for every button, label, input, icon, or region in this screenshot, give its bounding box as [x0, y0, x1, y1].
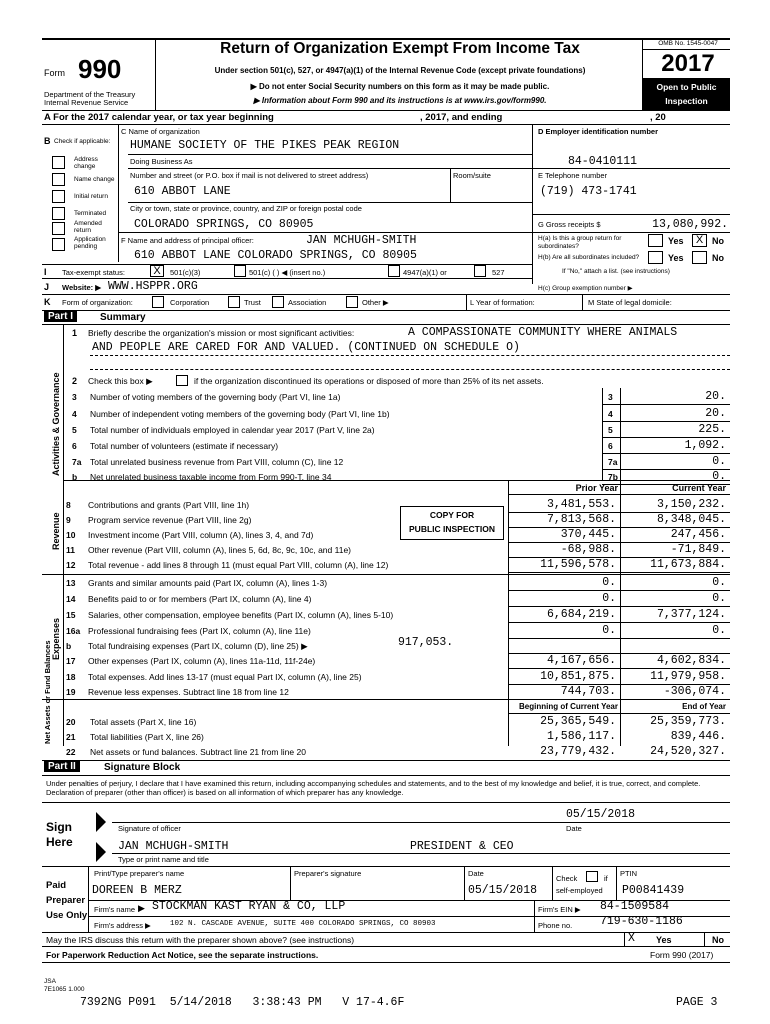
- fin-line-text: Contributions and grants (Part VIII, line 1h): [88, 500, 250, 510]
- line-1-text: Briefly describe the organization's mission or most significant activities:: [88, 328, 355, 338]
- gov-line-text: Number of independent voting members of the governing body (Part VI, line 1b): [90, 409, 390, 419]
- net-line-text: Total liabilities (Part X, line 26): [90, 732, 204, 742]
- fin-prior-value: -68,988.: [560, 543, 616, 556]
- fin-line-num: 19: [66, 687, 76, 697]
- form-subtitle: Under section 501(c), 527, or 4947(a)(1) of the Internal Revenue Code (except private foundations): [214, 66, 586, 75]
- hb-label: H(b) Are all subordinates included?: [538, 254, 640, 261]
- fin-line-text: Grants and similar amounts paid (Part IX, column (A), lines 1-3): [88, 578, 328, 588]
- sig-officer-label: Signature of officer: [118, 824, 181, 833]
- fin-row-line: [508, 622, 730, 623]
- website-value: WWW.HSPPR.ORG: [108, 280, 198, 293]
- gov-line-num: 6: [72, 441, 77, 451]
- gov-line-num: 7a: [72, 457, 82, 467]
- part2-tag: Part II: [44, 761, 80, 772]
- net-current-value: 839,446.: [670, 730, 726, 743]
- ha-label: H(a) Is this a group return for subordinates?: [538, 235, 622, 250]
- sign-arrow-icon: [96, 812, 106, 832]
- state-domicile-label: M State of legal domicile:: [588, 298, 672, 307]
- net-current-value: 24,520,327.: [650, 745, 726, 758]
- inspection: Inspection: [665, 96, 708, 106]
- paid-label: Paid: [46, 880, 67, 891]
- gov-row-line: [602, 421, 730, 422]
- fin-current-value: 0.: [712, 592, 726, 605]
- if-label: if: [604, 874, 608, 883]
- fin-current-value: 3,150,232.: [656, 498, 726, 511]
- fin-line-num: 8: [66, 500, 71, 510]
- e-label: E Telephone number: [538, 171, 608, 180]
- eoy-header: End of Year: [682, 702, 726, 711]
- assoc-label: Association: [288, 298, 327, 307]
- tax-status-label: Tax-exempt status:: [62, 268, 125, 277]
- net-prior-value: 25,365,549.: [540, 715, 616, 728]
- firm-name-label: Firm's name: [94, 905, 136, 914]
- tax-year: 2017: [661, 50, 715, 77]
- gov-box-divider: [602, 388, 603, 480]
- checkbox-initial-return[interactable]: [52, 190, 65, 203]
- gov-row-line: [602, 404, 730, 405]
- page-number: PAGE 3: [676, 996, 718, 1009]
- fin-current-value: 0.: [712, 576, 726, 589]
- fundraising-total: 917,053.: [398, 636, 454, 649]
- firm-phone: 719-630-1186: [600, 915, 683, 928]
- gov-row-line: [602, 437, 730, 438]
- fin-line-num: 11: [66, 545, 75, 555]
- copy-line2: PUBLIC INSPECTION: [409, 524, 495, 534]
- c-label: 501(c) ( ) ◀ (insert no.): [249, 268, 326, 277]
- copy-line1: COPY FOR: [429, 510, 475, 520]
- trust-checkbox[interactable]: [228, 296, 240, 308]
- c-label: C Name of organization: [121, 127, 200, 136]
- hb-no: No: [712, 253, 724, 263]
- line-a-mid: , 2017, and ending: [420, 112, 503, 123]
- fin-line-num: 18: [66, 672, 76, 682]
- checkbox-terminated[interactable]: [52, 207, 65, 220]
- gov-value: 20.: [705, 407, 726, 420]
- other-label: Other ▶: [362, 298, 389, 307]
- omb-number: OMB No. 1545-0047: [658, 40, 718, 47]
- org-street: 610 ABBOT LANE: [134, 185, 231, 198]
- c-checkbox[interactable]: [234, 265, 246, 277]
- g-label: G Gross receipts $: [538, 220, 601, 229]
- 527-label: 527: [492, 268, 505, 277]
- check-initial-return: Initial return: [74, 193, 108, 200]
- hc-label: H(c) Group exemption number ▶: [538, 285, 633, 292]
- gov-box-label: 4: [608, 409, 613, 419]
- form-label: Form: [44, 68, 65, 78]
- side-expenses: Expenses: [51, 617, 61, 660]
- net-line-num: 20: [66, 717, 76, 727]
- officer-name: JAN MCHUGH-SMITH: [306, 234, 417, 247]
- check-amended-return: Amended return: [74, 220, 102, 234]
- fin-line-text: Revenue less expenses. Subtract line 18 from line 12: [88, 687, 289, 697]
- fin-line-text: Benefits paid to or for members (Part IX, column (A), line 4): [88, 594, 312, 604]
- part1-tag: Part I: [44, 311, 77, 322]
- fin-line-num: 14: [66, 594, 76, 604]
- net-line-num: 21: [66, 732, 76, 742]
- sign-label: Sign: [46, 820, 72, 834]
- side-governance: Activities & Governance: [51, 372, 61, 476]
- fin-current-value: 4,602,834.: [656, 654, 726, 667]
- gov-row-line: [602, 484, 730, 485]
- org-name: HUMANE SOCIETY OF THE PIKES PEAK REGION: [130, 139, 400, 152]
- fin-prior-value: 10,851,875.: [540, 670, 616, 683]
- fin-line-text: Investment income (Part VIII, column (A), lines 3, 4, and 7d): [88, 530, 314, 540]
- org-city: COLORADO SPRINGS, CO 80905: [134, 218, 314, 231]
- fin-line-text: Total revenue - add lines 8 through 11 (must equal Part VIII, column (A), line 12): [88, 560, 389, 570]
- gov-row-line: [602, 453, 730, 454]
- checkbox-name-change[interactable]: [52, 173, 65, 186]
- d-label: D Employer identification number: [538, 127, 659, 136]
- info-notice: ▶ Information about Form 990 and its instructions is at www.irs.gov/form990.: [253, 96, 547, 105]
- fin-row-line: [508, 606, 730, 607]
- fin-prior-value: 3,481,553.: [546, 498, 616, 511]
- street-label: Number and street (or P.O. box if mail is not delivered to street address): [130, 171, 369, 180]
- gov-line-text: Net unrelated business taxable income from Form 990-T, line 34: [90, 472, 332, 482]
- checkbox-amended-return[interactable]: [52, 222, 65, 235]
- ptin-value: P00841439: [622, 884, 685, 897]
- fin-line-text: Total fundraising expenses (Part IX, column (D), line 25) ▶: [88, 641, 308, 651]
- fin-current-value: 8,348,045.: [656, 513, 726, 526]
- sign-date: 05/15/2018: [566, 808, 636, 821]
- line-a-end: , 20: [650, 112, 666, 123]
- prep-name-label: Print/Type preparer's name: [94, 869, 185, 878]
- hb-no-box[interactable]: [692, 251, 707, 264]
- copy-public-stamp: [400, 506, 504, 540]
- line-2-num: 2: [72, 376, 78, 386]
- fin-prior-value: 744,703.: [560, 685, 616, 698]
- side-revenue: Revenue: [51, 512, 61, 550]
- gov-line-text: Total number of volunteers (estimate if necessary): [90, 441, 279, 451]
- officer-title: PRESIDENT & CEO: [410, 840, 514, 853]
- trust-label: Trust: [244, 298, 261, 307]
- fin-prior-value: 370,445.: [560, 528, 616, 541]
- check-address-change: Address change: [74, 156, 98, 170]
- form-title: Return of Organization Exempt From Income Tax: [220, 40, 580, 57]
- form-number: 990: [78, 54, 122, 84]
- fin-prior-value: 0.: [602, 592, 616, 605]
- c3-checkbox[interactable]: X: [150, 265, 164, 277]
- gov-line-num: 3: [72, 392, 77, 402]
- firm-ein-label: Firm's EIN ▶: [538, 905, 581, 914]
- gov-value: 0.: [712, 470, 726, 483]
- gov-box-label: 6: [608, 441, 613, 451]
- fin-line-text: Professional fundraising fees (Part IX, column (A), line 11e): [88, 626, 311, 636]
- corp-checkbox[interactable]: [152, 296, 164, 308]
- ptin-label: PTIN: [620, 869, 638, 878]
- line-j-label: J: [44, 282, 50, 292]
- officer-sign-name: JAN MCHUGH-SMITH: [118, 840, 229, 853]
- net-prior-value: 1,586,117.: [546, 730, 616, 743]
- dba-label: Doing Business As: [130, 157, 193, 166]
- discuss-no: No: [712, 935, 724, 945]
- use-only-label: Use Only: [46, 910, 88, 921]
- mission-line1: A COMPASSIONATE COMMUNITY WHERE ANIMALS: [408, 326, 678, 339]
- ein-value: 84-0410111: [568, 155, 638, 168]
- dept-line1: Department of the Treasury: [44, 90, 136, 99]
- prior-year-header: Prior Year: [575, 483, 618, 493]
- fin-line-text: Other revenue (Part VIII, column (A), lines 5, 6d, 8c, 9c, 10c, and 11e): [88, 545, 351, 555]
- paperwork-notice: For Paperwork Reduction Act Notice, see the separate instructions.: [46, 950, 319, 960]
- fin-line-text: Program service revenue (Part VIII, line 2g): [88, 515, 252, 525]
- fin-line-num: 16a: [66, 626, 81, 636]
- b-check-label: Check if applicable:: [54, 138, 111, 145]
- side-net-assets: Net Assets or Fund Balances: [43, 640, 52, 744]
- fin-prior-value: 11,596,578.: [540, 558, 616, 571]
- phone-no-label: Phone no.: [538, 921, 573, 930]
- fin-prior-value: 6,684,219.: [546, 608, 616, 621]
- 527-checkbox[interactable]: [474, 265, 486, 277]
- gov-line-text: Total number of individuals employed in calendar year 2017 (Part V, line 2a): [90, 425, 375, 435]
- name-arrow-icon: [96, 842, 106, 862]
- preparer-label: Preparer: [46, 895, 86, 906]
- firm-arrow-icon: ▶: [138, 903, 145, 913]
- fin-row-line: [508, 699, 730, 700]
- line-i-label: I: [44, 267, 47, 277]
- fin-current-value: 7,377,124.: [656, 608, 726, 621]
- city-label: City or town, state or province, country, and ZIP or foreign postal code: [130, 204, 362, 213]
- check-terminated: Terminated: [74, 210, 107, 217]
- perjury-text: Under penalties of perjury, I declare that I have examined this return, including accompanying schedules and statements, and to the best of my knowledge and belief, it is true, correct, and complete. Declaration of preparer (other than officer) is based on all information of which preparer has any knowledge.: [46, 779, 701, 797]
- c3-label: 501(c)(3): [170, 268, 201, 277]
- fin-line-num: 17: [66, 656, 76, 666]
- gov-line-text: Number of voting members of the governing body (Part VI, line 1a): [90, 392, 341, 402]
- fin-line-num: 10: [66, 530, 76, 540]
- room-label: Room/suite: [453, 171, 491, 180]
- fin-current-value: -306,074.: [663, 685, 726, 698]
- check-label: Check: [556, 874, 578, 883]
- gov-line-num: 5: [72, 425, 77, 435]
- hb-yes: Yes: [668, 253, 684, 263]
- other-checkbox[interactable]: [346, 296, 358, 308]
- current-year-header: Current Year: [672, 483, 726, 493]
- self-employed-checkbox[interactable]: [586, 871, 598, 882]
- prep-sig-label: Preparer's signature: [294, 869, 362, 878]
- fin-line-num: 12: [66, 560, 76, 570]
- line-1-num: 1: [72, 328, 78, 338]
- ha-no-box[interactable]: X: [692, 234, 707, 247]
- gov-box-label: 3: [608, 392, 613, 402]
- dept-line2: Internal Revenue Service: [44, 98, 129, 107]
- ssn-notice: ▶ Do not enter Social Security numbers on this form as it may be made public.: [250, 82, 550, 91]
- form-footer-label: Form 990 (2017): [650, 950, 714, 960]
- open-public: Open to Public: [656, 82, 717, 92]
- fin-current-value: -71,849.: [670, 543, 726, 556]
- officer-address: 610 ABBOT LANE COLORADO SPRINGS, CO 80905: [134, 249, 417, 262]
- 4947-label: 4947(a)(1) or: [403, 268, 447, 277]
- firm-name: STOCKMAN KAST RYAN & CO, LLP: [152, 900, 346, 913]
- jsa-label: JSA: [44, 978, 56, 985]
- fin-prior-value: 0.: [602, 576, 616, 589]
- discuss-text: May the IRS discuss this return with the preparer shown above? (see instructions): [46, 935, 355, 945]
- part1-title: Summary: [100, 312, 146, 323]
- fin-current-value: 11,979,958.: [650, 670, 726, 683]
- net-current-value: 25,359,773.: [650, 715, 726, 728]
- fin-current-value: 247,456.: [670, 528, 726, 541]
- here-label: Here: [46, 835, 73, 849]
- ha-yes: Yes: [668, 236, 684, 246]
- fin-prior-value: 0.: [602, 624, 616, 637]
- fin-row-line: [508, 572, 730, 573]
- line-2-desc: if the organization discontinued its operations or disposed of more than 25% of its net assets.: [194, 376, 544, 386]
- fin-row-line: [508, 590, 730, 591]
- checkbox-address-change[interactable]: [52, 156, 65, 169]
- fin-line-num: 15: [66, 610, 76, 620]
- fin-line-num: b: [66, 641, 72, 651]
- gov-line-num: 4: [72, 409, 77, 419]
- line-k-label: K: [44, 297, 51, 307]
- net-line-text: Net assets or fund balances. Subtract line 21 from line 20: [90, 747, 306, 757]
- ha-no: No: [712, 236, 724, 246]
- discontinued-checkbox[interactable]: [176, 375, 188, 386]
- print-name-label: Type or print name and title: [118, 855, 209, 864]
- part2-title: Signature Block: [104, 762, 181, 773]
- gov-box-label: 7a: [608, 457, 618, 467]
- fin-current-value: 11,673,884.: [650, 558, 726, 571]
- gross-receipts: 13,080,992.: [652, 218, 728, 231]
- corp-label: Corporation: [170, 298, 210, 307]
- self-employed-label: self-employed: [556, 886, 603, 895]
- checkbox-application-pending[interactable]: [52, 238, 65, 251]
- fin-line-text: Other expenses (Part IX, column (A), lines 11a-11d, 11f-24e): [88, 656, 316, 666]
- hb-yes-box[interactable]: [648, 251, 663, 264]
- fin-prior-value: 4,167,656.: [546, 654, 616, 667]
- fin-row-line: [508, 638, 730, 639]
- gov-line-num: b: [72, 472, 78, 482]
- net-prior-value: 23,779,432.: [540, 745, 616, 758]
- phone-value: (719) 473-1741: [540, 185, 637, 198]
- check-name-change: Name change: [74, 176, 115, 183]
- net-line-num: 22: [66, 747, 76, 757]
- firm-address-label: Firm's address ▶: [94, 921, 151, 930]
- fin-line-num: 9: [66, 515, 71, 525]
- fin-line-num: 13: [66, 578, 76, 588]
- prep-name: DOREEN B MERZ: [92, 884, 182, 897]
- gov-value: 0.: [712, 455, 726, 468]
- 4947-checkbox[interactable]: [388, 265, 400, 277]
- fin-line-text: Salaries, other compensation, employee benefits (Part IX, column (A), lines 5-10): [88, 610, 394, 620]
- gov-value: 225.: [698, 423, 726, 436]
- gov-box-label: 7b: [608, 472, 618, 482]
- fin-line-text: Total expenses. Add lines 13-17 (must equal Part IX, column (A), line 25): [88, 672, 362, 682]
- website-label: Website: ▶: [62, 283, 101, 292]
- gov-val-divider: [620, 388, 621, 480]
- firm-address: 102 N. CASCADE AVENUE, SUITE 400 COLORADO SPRINGS, CO 80903: [170, 920, 436, 928]
- hb-note: If "No," attach a list. (see instructions): [562, 268, 670, 275]
- f-label: F Name and address of principal officer:: [121, 236, 254, 245]
- mission-line2: AND PEOPLE ARE CARED FOR AND VALUED. (CONTINUED ON SCHEDULE O): [92, 341, 520, 354]
- prep-date: 05/15/2018: [468, 884, 538, 897]
- boy-header: Beginning of Current Year: [519, 702, 618, 711]
- check-application-pending: Application pending: [74, 236, 106, 250]
- line-2-text: Check this box ▶: [88, 376, 153, 386]
- gov-value: 20.: [705, 390, 726, 403]
- net-line-text: Total assets (Part X, line 16): [90, 717, 197, 727]
- form-org-label: Form of organization:: [62, 298, 133, 307]
- print-stamp: 7392NG P091 5/14/2018 3:38:43 PM V 17-4.6F: [80, 996, 405, 1009]
- ha-yes-box[interactable]: [648, 234, 663, 247]
- b-label: B: [44, 136, 51, 146]
- fin-row-line: [508, 668, 730, 669]
- prep-date-label: Date: [468, 869, 484, 878]
- firm-ein: 84-1509584: [600, 900, 670, 913]
- assoc-checkbox[interactable]: [272, 296, 284, 308]
- fin-prior-value: 7,813,568.: [546, 513, 616, 526]
- discuss-x: X: [628, 932, 635, 945]
- discuss-yes: Yes: [656, 935, 672, 945]
- gov-value: 1,092.: [684, 439, 726, 452]
- year-formation-label: L Year of formation:: [470, 298, 535, 307]
- gov-line-text: Total unrelated business revenue from Part VIII, column (C), line 12: [90, 457, 344, 467]
- jsa-code: 7E1065 1.000: [44, 986, 85, 993]
- gov-box-label: 5: [608, 425, 613, 435]
- sig-date-label: Date: [566, 824, 582, 833]
- line-a-label: A For the 2017 calendar year, or tax year beginning: [44, 112, 274, 123]
- fin-current-value: 0.: [712, 624, 726, 637]
